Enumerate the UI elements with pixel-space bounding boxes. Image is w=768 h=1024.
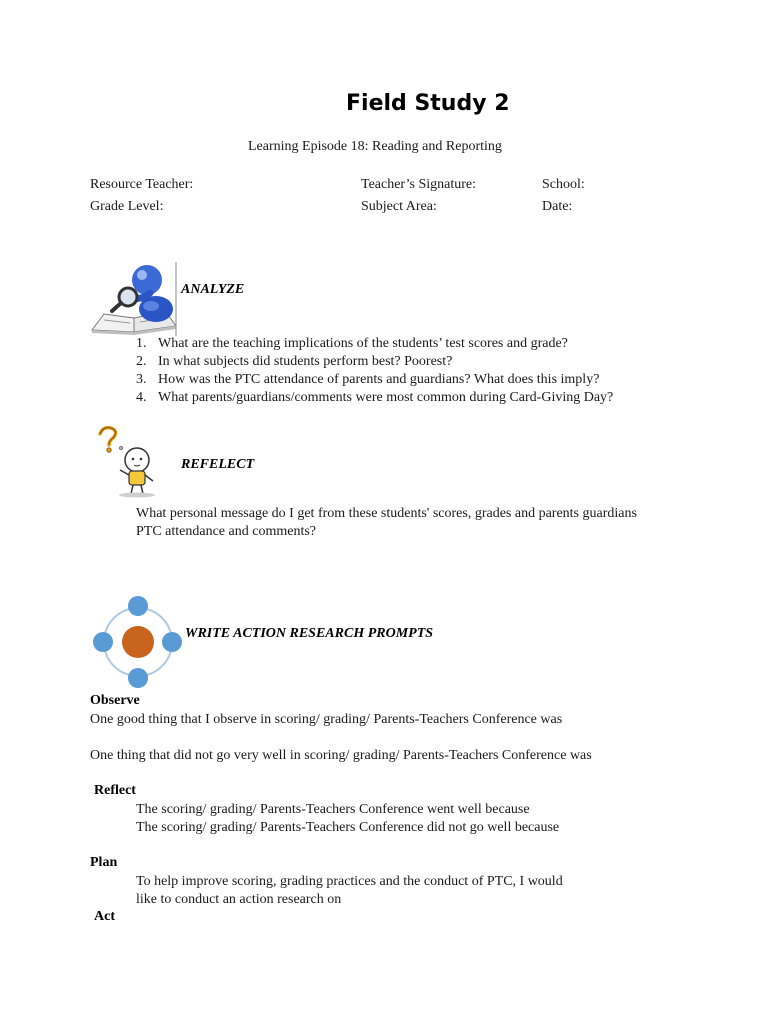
observe-line1: One good thing that I observe in scoring/ grading/ Parents-Teachers Conference was bbox=[90, 712, 563, 727]
grade-level-label: Grade Level: bbox=[90, 199, 164, 214]
plan-line1: To help improve scoring, grading practices and the conduct of PTC, I would bbox=[136, 874, 563, 889]
plan-label: Plan bbox=[90, 855, 118, 870]
question-text: In what subjects did students perform best? Poorest? bbox=[158, 354, 453, 369]
page-title: Field Study 2 bbox=[346, 91, 510, 116]
analyze-question-list bbox=[136, 335, 613, 407]
cycle-diagram-icon bbox=[92, 595, 184, 689]
list-item bbox=[136, 353, 613, 371]
reflect-prompt-line2: PTC attendance and comments? bbox=[136, 524, 316, 539]
question-number: 3. bbox=[136, 372, 147, 387]
magnifier-figure-icon bbox=[90, 260, 180, 336]
act-label: Act bbox=[94, 909, 115, 924]
list-item bbox=[136, 335, 613, 353]
resource-teacher-label: Resource Teacher: bbox=[90, 177, 194, 192]
action-research-heading: WRITE ACTION RESEARCH PROMPTS bbox=[185, 626, 434, 641]
date-label: Date: bbox=[542, 199, 573, 214]
question-text: What are the teaching implications of the students’ test scores and grade? bbox=[158, 336, 568, 351]
question-number: 1. bbox=[136, 336, 147, 351]
subject-area-label: Subject Area: bbox=[361, 199, 437, 214]
reflect-line1: The scoring/ grading/ Parents-Teachers Conference went well because bbox=[136, 802, 530, 817]
analyze-heading: ANALYZE bbox=[181, 282, 245, 297]
teacher-signature-label: Teacher’s Signature: bbox=[361, 177, 476, 192]
list-item bbox=[136, 371, 613, 389]
plan-line2: like to conduct an action research on bbox=[136, 892, 342, 907]
reflect-label: Reflect bbox=[94, 783, 136, 798]
observe-line2: One thing that did not go very well in scoring/ grading/ Parents-Teachers Conference was bbox=[90, 748, 592, 763]
question-number: 2. bbox=[136, 354, 147, 369]
episode-subtitle: Learning Episode 18: Reading and Reporting bbox=[248, 139, 502, 154]
school-label: School: bbox=[542, 177, 585, 192]
list-item bbox=[136, 389, 613, 407]
observe-label: Observe bbox=[90, 693, 140, 708]
question-figure-icon bbox=[95, 426, 161, 498]
question-text: How was the PTC attendance of parents and guardians? What does this imply? bbox=[158, 372, 600, 387]
question-text: What parents/guardians/comments were most common during Card-Giving Day? bbox=[158, 390, 614, 405]
question-number: 4. bbox=[136, 390, 147, 405]
reflect-prompt-line1: What personal message do I get from these students' scores, grades and parents guardians bbox=[136, 506, 637, 521]
reflect-heading: REFELECT bbox=[181, 457, 255, 472]
reflect-line2: The scoring/ grading/ Parents-Teachers Conference did not go well because bbox=[136, 820, 560, 835]
